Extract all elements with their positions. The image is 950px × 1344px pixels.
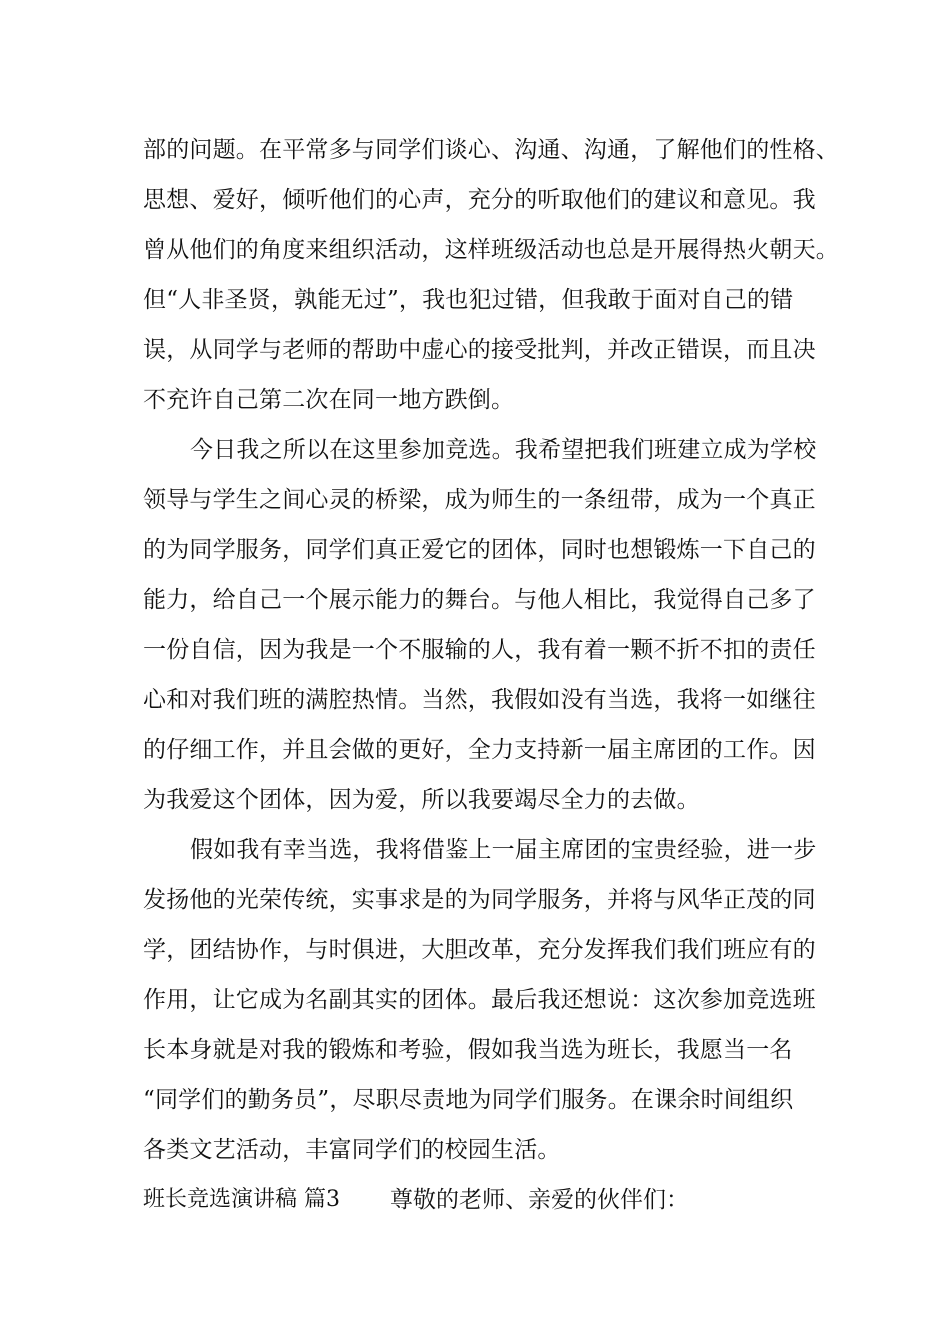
paragraph-2-line-4: 能力，给自己一个展示能力的舞台。与他人相比，我觉得自己多了 [143, 587, 816, 613]
paragraph-3-line-7: 各类文艺活动，丰富同学们的校园生活。 [143, 1137, 561, 1163]
section-title: 班长竞选演讲稿 篇3 [143, 1187, 340, 1212]
paragraph-2-line-3: 的为同学服务，同学们真正爱它的团体，同时也想锻炼一下自己的 [143, 537, 816, 563]
paragraph-3-line-2: 发扬他的光荣传统，实事求是的为同学服务，并将与风华正茂的同 [143, 887, 816, 913]
paragraph-3-line-6: “同学们的勤务员”，尽职尽责地为同学们服务。在课余时间组织 [143, 1087, 794, 1113]
paragraph-1-line-4: 但“人非圣贤，孰能无过”，我也犯过错，但我敢于面对自己的错 [143, 287, 794, 313]
paragraph-3-line-4: 作用，让它成为名副其实的团体。最后我还想说：这次参加竞选班 [143, 987, 816, 1013]
paragraph-2-line-5: 一份自信，因为我是一个不服输的人，我有着一颗不折不扣的责任 [143, 637, 816, 663]
paragraph-1-line-1: 部的问题。在平常多与同学们谈心、沟通、沟通，了解他们的性格、 [143, 137, 839, 163]
paragraph-2-line-2: 领导与学生之间心灵的桥梁，成为师生的一条纽带，成为一个真正 [143, 487, 816, 513]
paragraph-2-line-6: 心和对我们班的满腔热情。当然，我假如没有当选，我将一如继往 [143, 687, 816, 713]
paragraph-2-line-7: 的仔细工作，并且会做的更好，全力支持新一届主席团的工作。因 [143, 737, 816, 763]
paragraph-3-line-1: 假如我有幸当选，我将借鉴上一届主席团的宝贵经验，进一步 [190, 837, 817, 863]
paragraph-2-line-8: 为我爱这个团体，因为爱，所以我要竭尽全力的去做。 [143, 787, 700, 813]
paragraph-1-line-2: 思想、爱好，倾听他们的心声，充分的听取他们的建议和意见。我 [143, 187, 816, 213]
paragraph-3-line-5: 长本身就是对我的锻炼和考验，假如我当选为班长，我愿当一名 [143, 1037, 793, 1063]
paragraph-1-line-6: 不充许自己第二次在同一地方跌倒。 [143, 387, 515, 413]
paragraph-2-line-1: 今日我之所以在这里参加竞选。我希望把我们班建立成为学校 [190, 437, 817, 463]
paragraph-1-line-5: 误，从同学与老师的帮助中虚心的接受批判，并改正错误，而且决 [143, 337, 816, 363]
paragraph-3-line-3: 学，团结协作，与时俱进，大胆改革，充分发挥我们我们班应有的 [143, 937, 816, 963]
paragraph-1-line-3: 曾从他们的角度来组织活动，这样班级活动也总是开展得热火朝天。 [143, 237, 839, 263]
section-greeting: 尊敬的老师、亲爱的伙伴们： [390, 1187, 689, 1213]
